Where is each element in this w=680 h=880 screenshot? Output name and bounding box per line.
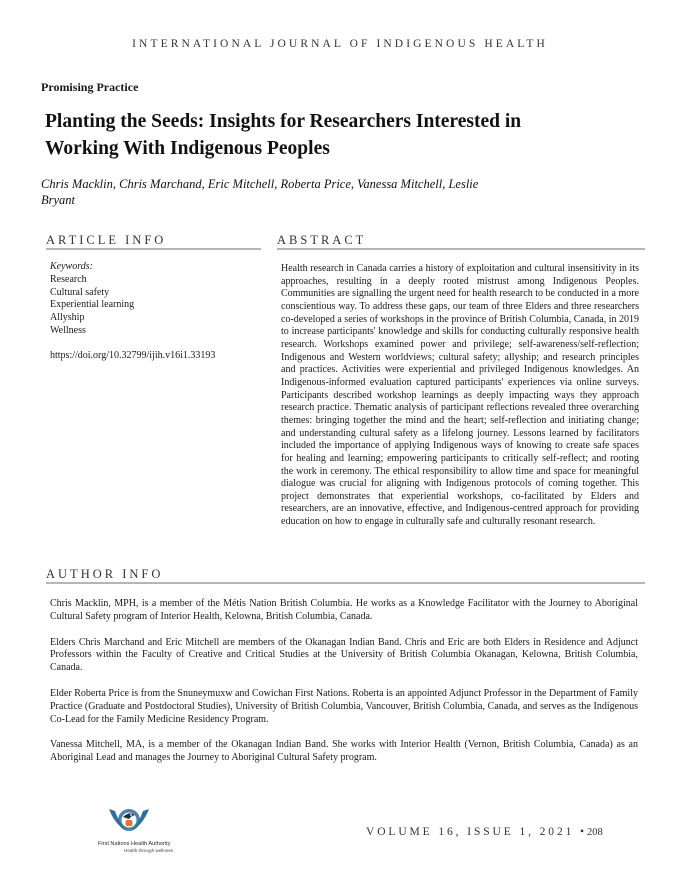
author-bio: Elder Roberta Price is from the Snuneymuxw and Cowichan First Nations. Roberta is an appointed Adjunct Professor in the Department of Family Practice (Graduate and Postdoctoral Studies), University of British Columbia, Vancouver, British Columbia, Canada, and serves as the Indigenous Co-Lead for the Family Medicine Residency Program. bbox=[50, 687, 638, 725]
title-line-1: Planting the Seeds: Insights for Researchers Interested in bbox=[45, 111, 522, 132]
page-number: 208 bbox=[586, 827, 603, 838]
author-bio: Chris Macklin, MPH, is a member of the Métis Nation British Columbia. He works as a Knowledge Facilitator with the Journey to Aboriginal Cultural Safety program of Interior Health, Kelowna, British Columbia, Canada. bbox=[50, 598, 638, 622]
doi-link[interactable]: https://doi.org/10.32799/ijih.v16i1.33193 bbox=[50, 349, 216, 361]
fnha-eagle-logo-icon bbox=[107, 803, 151, 839]
abstract-text: Health research in Canada carries a history of exploitation and cultural insensitivity in its approaches, resulting in a deeply rooted mistrust among Indigenous Peoples. Communities are signalling the urgent need for health research to be conducted in a more conscientious way. To address these gaps, our team of three Elders and three researchers co-developed a series of workshops in the province of British Columbia, Canada, in 2019 to increase participants' knowledge and skills for conducting culturally responsive health research. Workshops examined power and privilege; self-awareness/self-reflection; Indigenous and Western worldviews; cultural safety; allyship; and research principles and practices. Activities were experiential and privileged Indigenous knowledges. An Indigenous-informed evaluation captured participants' experiences via online surveys. Participants described workshop learnings as deeply impacting ways they approach research practice. Thematic analysis of participant reflections revealed three overarching themes: bringing together the mind and the heart; self-reflection and initiating change; and understanding cultural safety as a lifelong journey. Lessons learned by facilitators included the importance of applying Indigenous ways of knowing to create safe spaces for healing and learning; empowering participants to critically self-reflect; and rooting the work in ceremony. The ethical responsibility to allow time and space for meaningful dialogue was crucial for aligning with Indigenous protocols of coming together. This project demonstrates that experiential workshops, co-facilitated by Elders and researchers, are an innovative, effective, and Indigenous-centred approach for providing education on how to engage in culturally safe and culturally resonant research. bbox=[281, 263, 639, 528]
author-list bbox=[41, 176, 541, 208]
keyword: Research bbox=[50, 273, 87, 285]
keyword: Experiential learning bbox=[50, 299, 135, 311]
fnha-logo bbox=[98, 803, 188, 863]
logo-eye bbox=[130, 814, 132, 816]
author-bio: Elders Chris Marchand and Eric Mitchell are members of the Okanagan Indian Band. Chris and Eric are both Elders in Residence and Adjunct Professors within the Faculty of Creative and Critical Studies at the University of British Columbia Okanagan, Kelowna, British Columbia, Canada. bbox=[50, 636, 638, 674]
page-footer bbox=[366, 826, 603, 838]
logo-name: First Nations Health Authority bbox=[98, 841, 171, 847]
title-line-2: Working With Indigenous Peoples bbox=[45, 138, 330, 159]
authors-line-2: Bryant bbox=[41, 193, 76, 207]
volume-issue: VOLUME 16, ISSUE 1, 2021 bbox=[366, 826, 575, 838]
journal-header: INTERNATIONAL JOURNAL OF INDIGENOUS HEALTH bbox=[132, 38, 548, 50]
article-info-panel bbox=[50, 261, 260, 363]
logo-tagline: Health through wellness bbox=[124, 848, 174, 853]
author-bio: Vanessa Mitchell, MA, is a member of the Okanagan Indian Band. She works with Interior Health (Vernon, British Columbia, Canada) as an Aboriginal Lead and manages the Journey to Aboriginal Cultural Safety program. bbox=[50, 739, 638, 764]
keyword: Cultural safety bbox=[50, 286, 110, 298]
keyword: Wellness bbox=[50, 324, 86, 336]
author-bios bbox=[50, 598, 638, 778]
abstract-heading: ABSTRACT bbox=[277, 233, 645, 250]
author-info-heading: AUTHOR INFO bbox=[46, 567, 645, 584]
article-title bbox=[45, 108, 565, 162]
keyword: Allyship bbox=[50, 312, 85, 324]
footer-separator: • bbox=[580, 826, 587, 838]
authors-line-1: Chris Macklin, Chris Marchand, Eric Mitchell, Roberta Price, Vanessa Mitchell, Leslie bbox=[41, 177, 479, 191]
logo-body bbox=[126, 820, 133, 826]
section-type: Promising Practice bbox=[41, 80, 139, 94]
article-info-heading: ARTICLE INFO bbox=[46, 233, 261, 250]
keywords-label: Keywords: bbox=[50, 261, 93, 272]
